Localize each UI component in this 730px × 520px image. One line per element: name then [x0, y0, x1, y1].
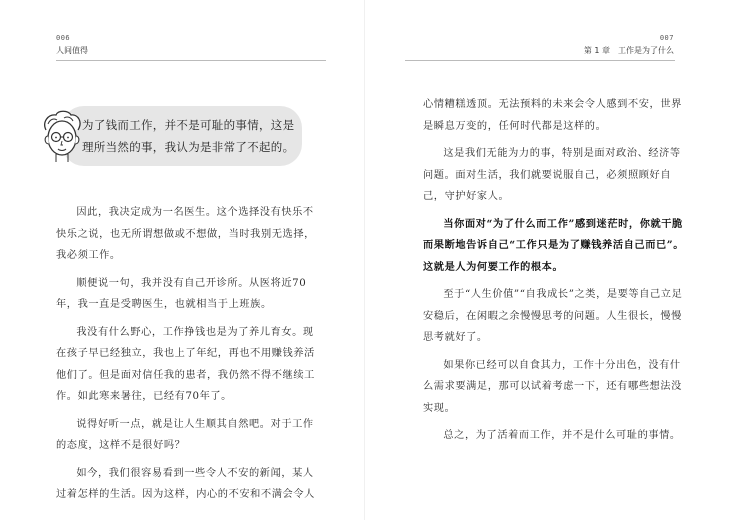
doctor-portrait-icon	[38, 108, 84, 164]
paragraph: 至于“人生价值”“自我成长”之类，是要等自己立足安稳后，在闲暇之余慢慢思考的问题。人生很长，慢慢思考就好了。	[423, 289, 683, 343]
paragraph: 顺便说一句，我并没有自己开诊所。从医将近70年，我一直是受聘医生，也就相当于上班族。	[56, 277, 307, 310]
right-page	[365, 0, 730, 520]
body-text	[423, 94, 685, 453]
paragraph: 总之，为了活着而工作，并不是什么可耻的事情。	[443, 430, 681, 441]
running-head: 第 1 章 工作是为了什么	[583, 46, 674, 55]
body-text	[56, 202, 318, 512]
running-head: 人间值得	[56, 46, 88, 55]
header-rule	[56, 60, 326, 61]
paragraph: 心情糟糕透顶。无法预料的未来会令人感到不安，世界是瞬息万变的，任何时代都是这样的。	[423, 99, 682, 132]
paragraph: 说得好听一点，就是让人生顺其自然吧。对于工作的态度，这样不是很好吗？	[56, 418, 314, 451]
paragraph: 这是我们无能为力的事，特别是面对政治、经济等问题。面对生活，我们就要说服自己，必须照顾好自己，守护好家人。	[423, 148, 681, 202]
header-rule	[405, 60, 675, 61]
quote-callout	[38, 106, 302, 166]
callout-text: 为了钱而工作，并不是可耻的事情，这是理所当然的事，我认为是非常了不起的。	[82, 118, 295, 154]
paragraph: 我没有什么野心，工作挣钱也是为了养儿育女。现在孩子早已经独立，我也上了年纪，再也不用赚钱养活他们了。但是面对信任我的患者，我仍然不得不继续工作。如此寒来暑往，已经有70年了。	[56, 326, 315, 402]
page-number: 007	[659, 34, 674, 42]
paragraph: 如果你已经可以自食其力，工作十分出色，没有什么需求要满足，那可以试着考虑一下，还有哪些想法没实现。	[423, 359, 682, 414]
paragraph: 因此，我决定成为一名医生。这个选择没有快乐不快乐之说，也无所谓想做或不想做，当时我别无选择，我必须工作。	[56, 207, 315, 261]
page-number: 006	[56, 34, 71, 42]
emphasis-paragraph: 当你面对“为了什么而工作”感到迷茫时，你就干脆而果断地告诉自己“工作只是为了赚钱养活自己而已”。这就是人为何要工作的根本。	[423, 217, 685, 273]
paragraph: 如今，我们很容易看到一些令人不安的新闻，某人过着怎样的生活。因为这样，内心的不安和不满会令人	[56, 467, 315, 500]
